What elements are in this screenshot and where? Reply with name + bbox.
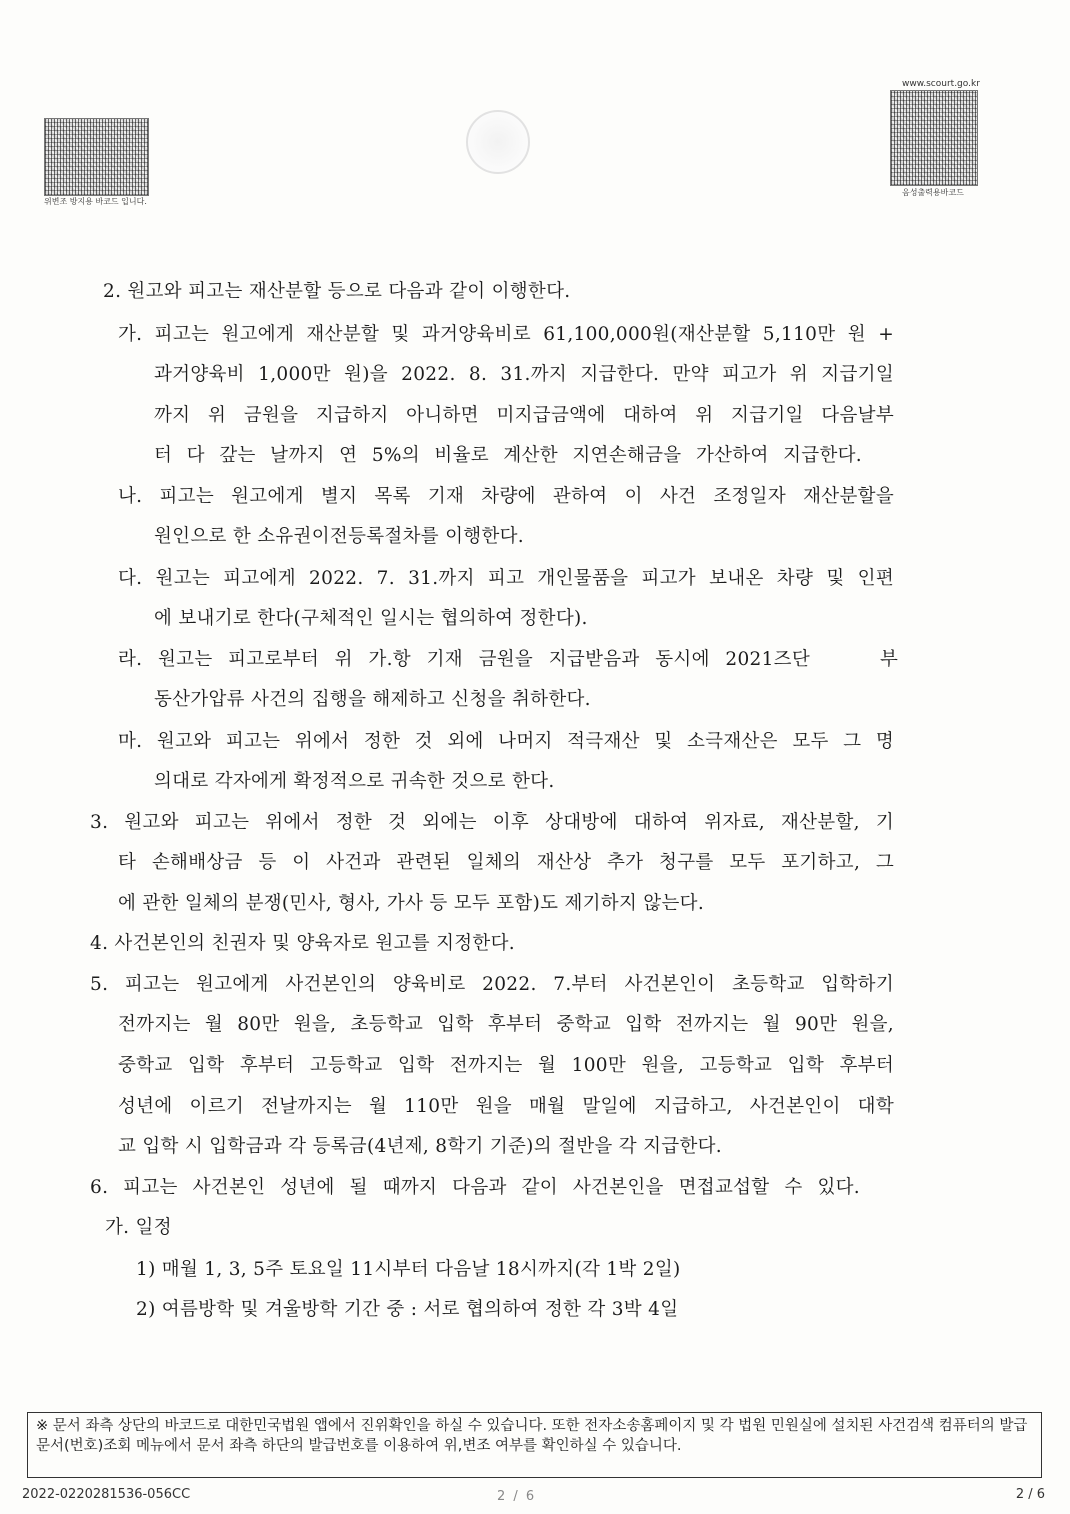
item-2-ga-cont: 터 다 갚는 날까지 연 5%의 비율로 계산한 지연손해금을 가산하여 지급한다.: [154, 445, 862, 466]
verification-notice: ※ 문서 좌측 상단의 바코드로 대한민국법원 앱에서 진위확인을 하실 수 있습니다. 또한 전자소송홈페이지 및 각 법원 민원실에 설치된 사건검색 컴퓨터의 발급문서(번호)조회 메뉴에서 문서 좌측 하단의 발급번호를 이용하여 위,변조 여부를 확인하실 수 있습니다.: [27, 1412, 1042, 1478]
item-6-ga-1: 1) 매월 1, 3, 5주 토요일 11시부터 다음날 18시까지(각 1박 2일): [136, 1259, 681, 1280]
item-2-ra-tail: 부: [880, 649, 899, 670]
authenticity-barcode-caption: 위변조 방지용 바코드 입니다.: [44, 197, 147, 206]
item-2-ga-cont: 까지 위 금원을 지급하지 아니하면 미지급금액에 대하여 위 지급기일 다음날부: [154, 405, 894, 426]
item-5-cont: 중학교 입학 후부터 고등학교 입학 전까지는 월 100만 원을, 고등학교 입학 후부터: [118, 1055, 894, 1076]
item-2-ra-cont: 동산가압류 사건의 집행을 해제하고 신청을 취하한다.: [154, 689, 591, 710]
court-seal-watermark: [466, 110, 530, 174]
item-5-cont: 전까지는 월 80만 원을, 초등학교 입학 후부터 중학교 입학 전까지는 월 90만 원을,: [118, 1014, 894, 1035]
item-2-ra: 라. 원고는 피고로부터 위 가.항 기재 금원을 지급받음과 동시에 2021즈단: [118, 649, 810, 670]
item-2: 2. 원고와 피고는 재산분할 등으로 다음과 같이 이행한다.: [103, 281, 571, 302]
item-2-da: 다. 원고는 피고에게 2022. 7. 31.까지 피고 개인물품을 피고가 보내온 차량 및 인편: [118, 568, 894, 589]
voice-output-barcode: [890, 90, 978, 186]
item-4: 4. 사건본인의 친권자 및 양육자로 원고를 지정한다.: [90, 933, 515, 954]
item-5-cont: 성년에 이르기 전날까지는 월 110만 원을 매월 말일에 지급하고, 사건본인이 대학: [118, 1096, 894, 1117]
item-2-na-cont: 원인으로 한 소유권이전등록절차를 이행한다.: [154, 526, 524, 547]
voice-output-barcode-caption: 음성출력용바코드: [902, 188, 964, 197]
site-url: www.scourt.go.kr: [902, 79, 980, 89]
page-indicator-center: 2 / 6: [497, 1489, 537, 1504]
item-3-cont: 타 손해배상금 등 이 사건과 관련된 일체의 재산상 추가 청구를 모두 포기하고, 그: [118, 852, 894, 873]
item-6-ga-2: 2) 여름방학 및 겨울방학 기간 중 : 서로 협의하여 정한 각 3박 4일: [136, 1299, 679, 1320]
item-6-ga: 가. 일정: [105, 1217, 172, 1238]
item-2-ga-cont: 과거양육비 1,000만 원)을 2022. 8. 31.까지 지급한다. 만약 피고가 위 지급기일: [154, 364, 894, 385]
item-2-ma: 마. 원고와 피고는 위에서 정한 것 외에 나머지 적극재산 및 소극재산은 모두 그 명: [118, 731, 894, 752]
item-3-cont: 에 관한 일체의 분쟁(민사, 형사, 가사 등 모두 포함)도 제기하지 않는다.: [118, 893, 705, 914]
item-2-ma-cont: 의대로 각자에게 확정적으로 귀속한 것으로 한다.: [154, 771, 555, 792]
item-2-ga: 가. 피고는 원고에게 재산분할 및 과거양육비로 61,100,000원(재산분할 5,110만 원 +: [118, 324, 894, 345]
page-indicator: 2 / 6: [1015, 1487, 1045, 1502]
item-3: 3. 원고와 피고는 위에서 정한 것 외에는 이후 상대방에 대하여 위자료, 재산분할, 기: [90, 812, 894, 833]
item-5: 5. 피고는 원고에게 사건본인의 양육비로 2022. 7.부터 사건본인이 초등학교 입학하기: [90, 974, 894, 995]
item-2-na: 나. 피고는 원고에게 별지 목록 기재 차량에 관하여 이 사건 조정일자 재산분할을: [118, 486, 894, 507]
item-6: 6. 피고는 사건본인 성년에 될 때까지 다음과 같이 사건본인을 면접교섭할 수 있다.: [90, 1177, 860, 1198]
issue-number: 2022-0220281536-056CC: [22, 1487, 191, 1502]
authenticity-barcode: [44, 118, 149, 196]
item-5-cont: 교 입학 시 입학금과 각 등록금(4년제, 8학기 기준)의 절반을 각 지급한다.: [118, 1136, 722, 1157]
item-2-da-cont: 에 보내기로 한다(구체적인 일시는 협의하여 정한다).: [154, 608, 588, 629]
